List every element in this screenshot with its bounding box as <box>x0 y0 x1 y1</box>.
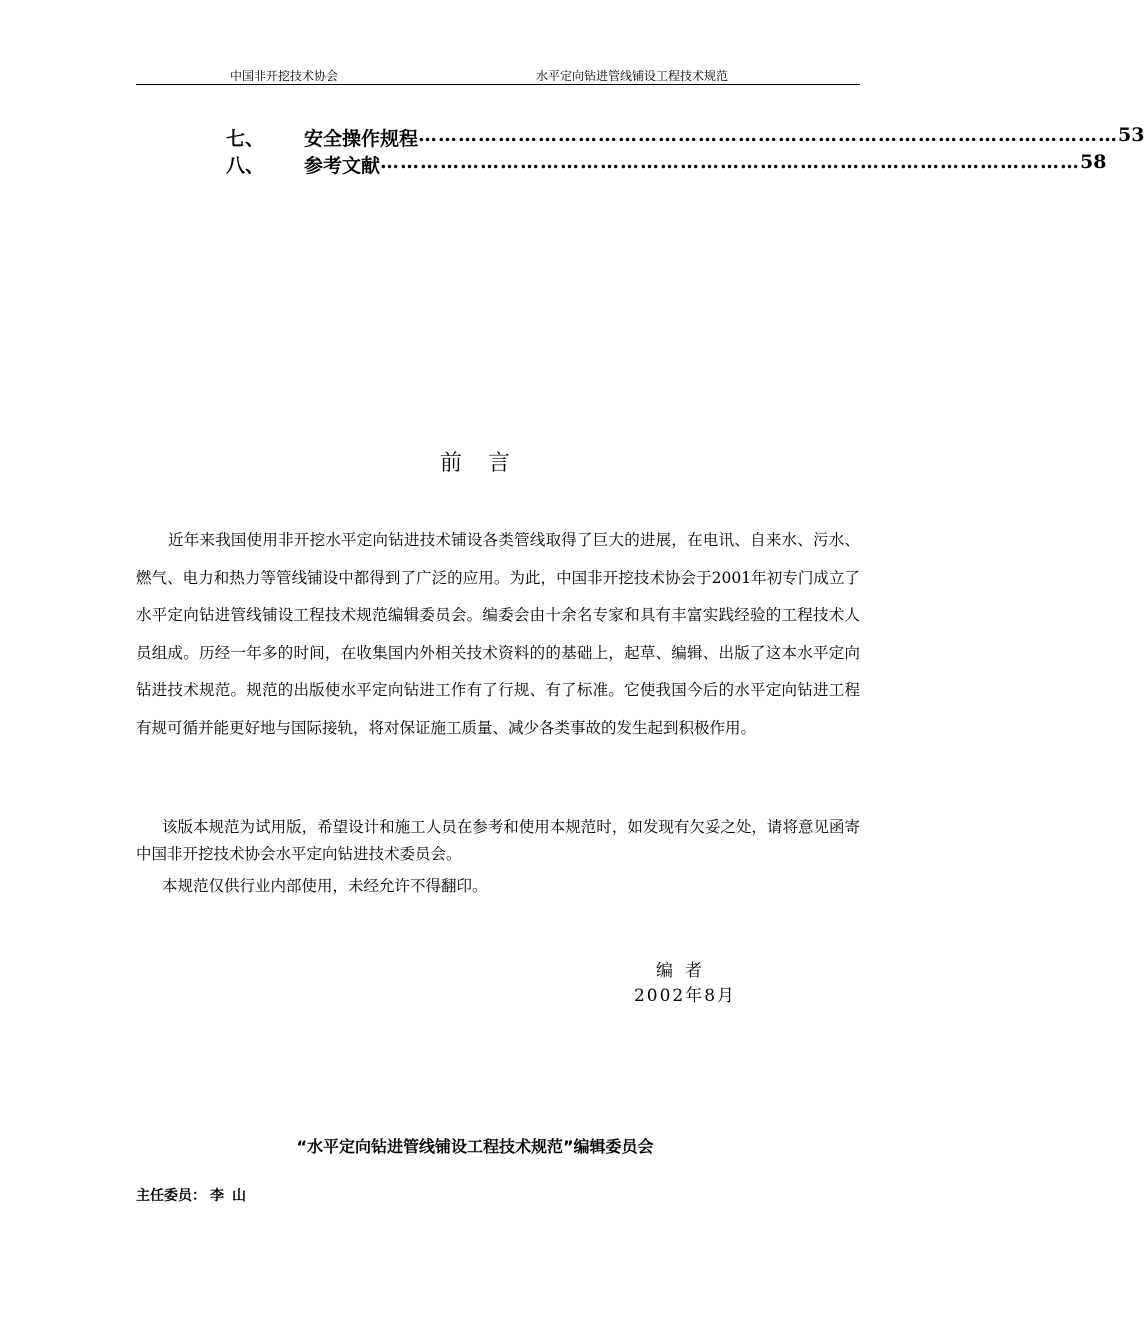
preface-signature <box>600 956 770 1006</box>
director-label: 主任委员： <box>136 1188 206 1204</box>
toc-item-page: 53 <box>1118 124 1144 146</box>
toc-item-number: 八、 <box>226 155 265 177</box>
preface-paragraph: 本规范仅供行业内部使用，未经允许不得翻印。 <box>162 877 488 895</box>
committee-title: “水平定向钻进管线铺设工程技术规范”编辑委员会 <box>296 1137 654 1156</box>
preface-date: 2002年8月 <box>633 986 737 1006</box>
page-header <box>136 64 860 85</box>
table-of-contents <box>226 124 1144 178</box>
preface-author: 编者 <box>656 961 714 981</box>
toc-leader-dots: …………………………………………………………………………………………… <box>418 124 1119 146</box>
toc-item[interactable] <box>226 124 1144 151</box>
header-document-title: 水平定向钻进管线铺设工程技术规范 <box>536 69 729 83</box>
director-name: 李山 <box>210 1188 254 1204</box>
preface-paragraph: 近年来我国使用非开挖水平定向钻进技术铺设各类管线取得了巨大的进展，在电讯、自来水、污水、燃气、电力和热力等管线铺设中都得到了广泛的应用。为此，中国非开挖技术协会于2001年初专门成立了水平定向钻进管线铺设工程技术规范编辑委员会。编委会由十余名专家和具有丰富实践经验的工程技术人员组成。历经一年多的时间，在收集国内外相关技术资料的的基础上，起草、编辑、出版了这本水平定向钻进技术规范。规范的出版使水平定向钻进工作有了行规、有了标准。它使我国今后的水平定向钻进工程有规可循并能更好地与国际接轨，将对保证施工质量、减少各类事故的发生起到积极作用。 <box>136 531 860 737</box>
toc-item[interactable] <box>226 151 1107 178</box>
toc-leader-dots: …………………………………………………………………………………………… <box>380 151 1081 173</box>
committee-director <box>136 1185 254 1205</box>
toc-item-title: 安全操作规程 <box>304 128 419 150</box>
header-organization: 中国非开挖技术协会 <box>230 69 339 83</box>
preface-paragraph: 该版本规范为试用版，希望设计和施工人员在参考和使用本规范时，如发现有欠妥之处，请将意见函寄中国非开挖技术协会水平定向钻进技术委员会。 <box>136 818 860 863</box>
toc-item-title: 参考文献 <box>304 155 381 177</box>
toc-item-page: 58 <box>1080 151 1107 173</box>
toc-item-number: 七、 <box>226 128 265 150</box>
preface-title: 前言 <box>439 451 536 476</box>
